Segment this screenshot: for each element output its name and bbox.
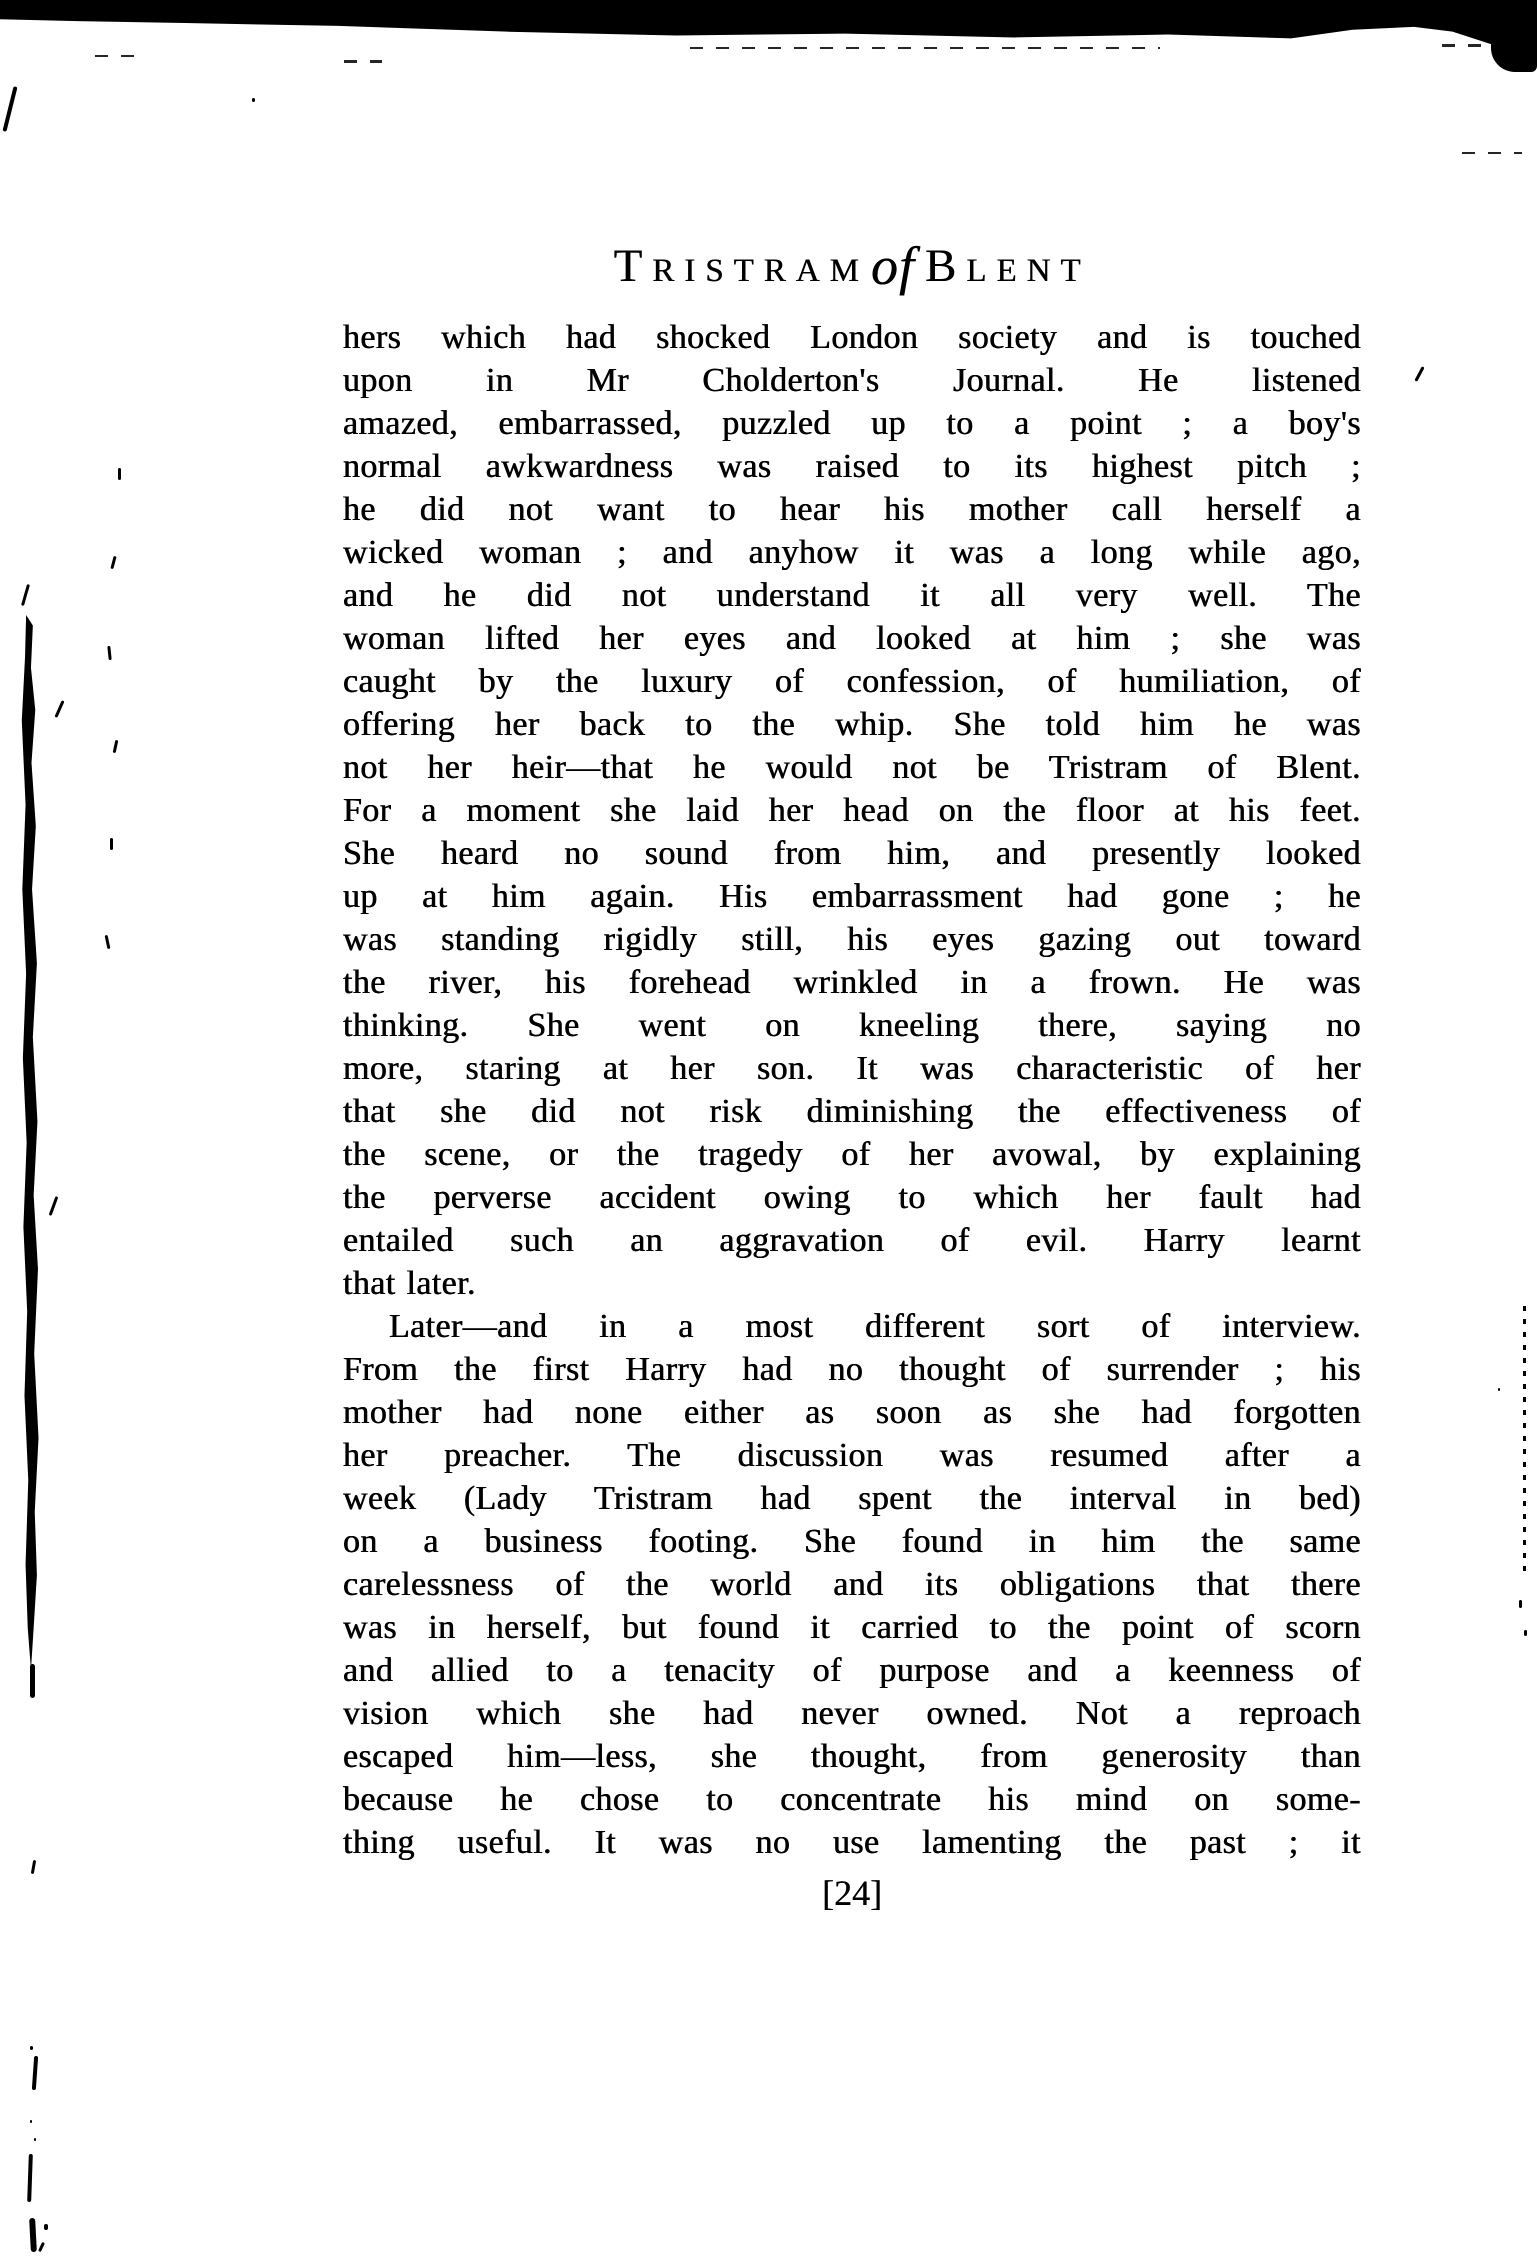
text-line: mother had none either as soon as she had forgotten [343,1394,1361,1431]
scan-artifact-margin-mark [113,740,119,753]
text-line: upon in Mr Cholderton's Journal. He listened [343,362,1361,399]
page-title [343,232,1361,294]
text-line: hers which had shocked London society and is touched [343,319,1361,356]
text-line: offering her back to the whip. She told him he was [343,706,1361,743]
scan-artifact-dot [34,2138,36,2141]
scan-artifact-dash-line [1462,152,1522,154]
page-body-text [343,316,1361,1864]
text-line: amazed, embarrassed, puzzled up to a point ; a boy's [343,405,1361,442]
scan-artifact-dot [44,2224,48,2230]
text-line: She heard no sound from him, and presently looked [343,835,1361,872]
text-line: and he did not understand it all very well. The [343,577,1361,614]
scan-artifact-dash-line [95,55,143,57]
text-line-paragraph-end: that later. [343,1265,476,1302]
scan-artifact-margin-mark [105,935,111,949]
text-line: the river, his forehead wrinkled in a frown. He was [343,964,1361,1001]
text-line: carelessness of the world and its obligations that there [343,1566,1361,1603]
text-line: entailed such an aggravation of evil. Harry learnt [343,1222,1361,1259]
scan-artifact-right-tick [1414,366,1424,382]
scan-artifact-margin-mark [54,700,64,718]
scan-artifact-bottom-mark [32,2056,38,2090]
scan-artifact-dash-line [344,60,382,63]
title-word-tristram: Tristram [613,240,869,292]
text-line: thing useful. It was no use lamenting the past ; it [343,1824,1361,1861]
text-line: up at him again. His embarrassment had gone ; he [343,878,1361,915]
scan-artifact-dot [30,2120,32,2123]
scan-artifact-bottom-mark [31,1860,36,1874]
scan-artifact-dash-line [690,47,1160,49]
scan-artifact-dot [1498,1388,1500,1391]
scan-artifact-top-edge [0,0,1537,48]
text-line: not her heir—that he would not be Tristram of Blent. [343,749,1361,786]
scan-artifact-dash-line [1442,44,1522,47]
scan-artifact-margin-mark [118,468,121,480]
text-line: he did not want to hear his mother call herself a [343,491,1361,528]
scan-artifact-streak-tip [30,1664,35,1698]
text-line: the scene, or the tragedy of her avowal, by explaining [343,1136,1361,1173]
scan-artifact-margin-mark [107,646,111,660]
title-word-of: of [870,236,915,296]
text-line: vision which she had never owned. Not a reproach [343,1695,1361,1732]
text-line: For a moment she laid her head on the floor at his feet. [343,792,1361,829]
text-line: and allied to a tenacity of purpose and a keenness of [343,1652,1361,1689]
scan-artifact-dot [1524,1630,1527,1636]
scan-artifact-ink-wisp [21,584,30,606]
title-word-blent: Blent [924,240,1091,292]
text-line: more, staring at her son. It was characteristic of her [343,1050,1361,1087]
scan-artifact-dotted-column [1523,1306,1526,1574]
text-line: thinking. She went on kneeling there, saying no [343,1007,1361,1044]
text-line: week (Lady Tristram had spent the interval in bed) [343,1480,1361,1517]
text-line: because he chose to concentrate his mind on some- [343,1781,1361,1818]
scan-artifact-margin-mark [110,556,116,569]
scan-artifact-dot [30,2046,33,2050]
scan-artifact-dot [1519,1600,1522,1608]
text-line-paragraph-start: Later—and in a most different sort of interview. [389,1308,1361,1345]
scan-artifact-bottom-mark [27,2154,33,2202]
scan-artifact-top-right-corner [1491,28,1537,72]
text-line: was standing rigidly still, his eyes gazing out toward [343,921,1361,958]
text-line: her preacher. The discussion was resumed after a [343,1437,1361,1474]
text-line: normal awkwardness was raised to its highest pitch ; [343,448,1361,485]
scan-artifact-bottom-mark [29,2218,37,2252]
scan-artifact-margin-mark [49,1196,59,1216]
scan-artifact-left-slash [2,86,17,132]
scan-artifact-binding-streak [18,615,45,1670]
scan-artifact-bottom-mark [38,2242,45,2252]
text-line: on a business footing. She found in him the same [343,1523,1361,1560]
page-number: [24] [822,1873,882,1913]
text-line: that she did not risk diminishing the effectiveness of [343,1093,1361,1130]
text-line: escaped him—less, she thought, from generosity than [343,1738,1361,1775]
text-line: wicked woman ; and anyhow it was a long while ago, [343,534,1361,571]
text-line: woman lifted her eyes and looked at him ; she was [343,620,1361,657]
text-line: caught by the luxury of confession, of humiliation, of [343,663,1361,700]
text-line: was in herself, but found it carried to the point of scorn [343,1609,1361,1646]
scan-artifact-dot [252,98,255,102]
text-line: the perverse accident owing to which her fault had [343,1179,1361,1216]
text-line: From the first Harry had no thought of surrender ; his [343,1351,1361,1388]
scan-artifact-margin-mark [110,838,113,850]
